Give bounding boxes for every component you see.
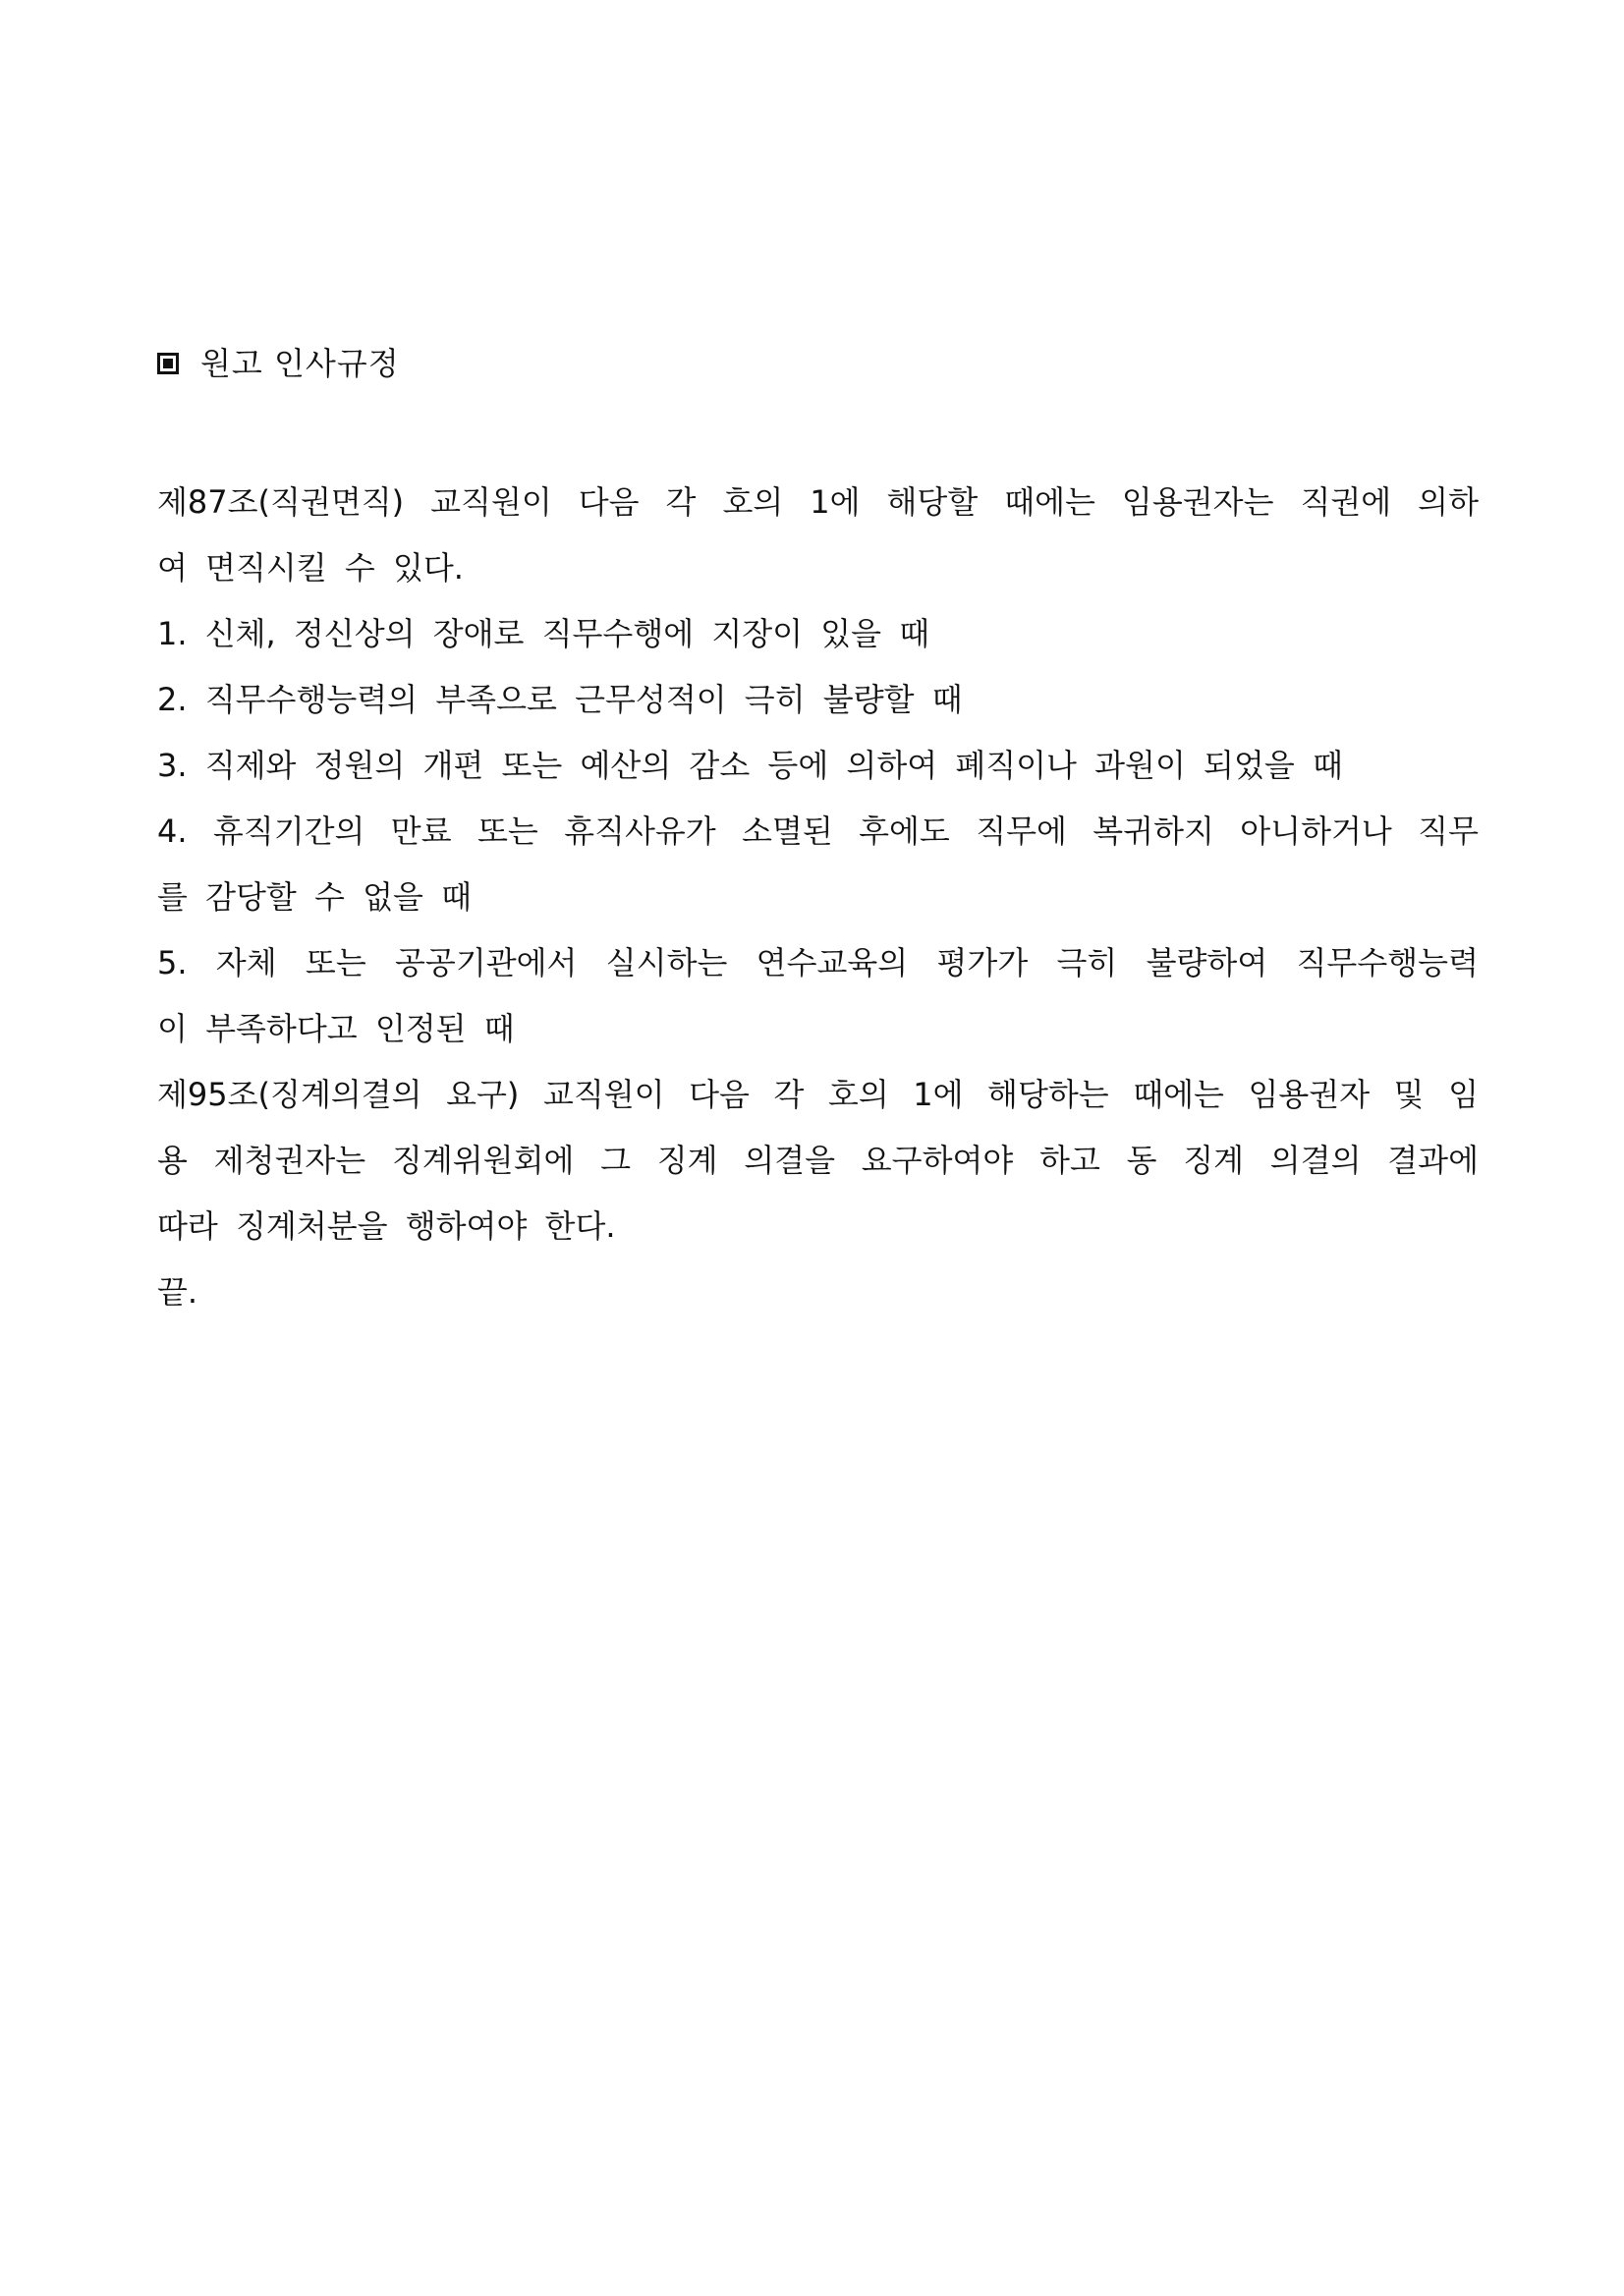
section-title: 원고 인사규정: [200, 345, 400, 382]
regulation-text: [157, 470, 1479, 1325]
section-heading: [157, 340, 400, 387]
item-5-line-2: 이 부족하다고 인정된 때: [157, 1010, 515, 1047]
item-4-line-2: 를 감당할 수 없을 때: [157, 878, 472, 916]
filled-square-icon: [157, 353, 179, 374]
end-mark: 끝.: [157, 1273, 198, 1311]
item-5-line-1: 5. 자체 또는 공공기관에서 실시하는 연수교육의 평가가 극히 불량하여 직무수행능력: [157, 944, 1479, 981]
article-95-line-3: 따라 징계처분을 행하여야 한다.: [157, 1207, 616, 1245]
item-2: 2. 직무수행능력의 부족으로 근무성적이 극히 불량할 때: [157, 681, 963, 718]
item-3: 3. 직제와 정원의 개편 또는 예산의 감소 등에 의하여 폐직이나 과원이 되었을 때: [157, 747, 1343, 784]
article-87-line-2: 여 면직시킬 수 있다.: [157, 549, 464, 587]
article-87-line-1: 제87조(직권면직) 교직원이 다음 각 호의 1에 해당할 때에는 임용권자는 직권에 의하: [157, 483, 1479, 521]
item-1: 1. 신체, 정신상의 장애로 직무수행에 지장이 있을 때: [157, 615, 930, 652]
article-95-line-1: 제95조(징계의결의 요구) 교직원이 다음 각 호의 1에 해당하는 때에는 임용권자 및 임: [157, 1076, 1479, 1113]
article-95-line-2: 용 제청권자는 징계위원회에 그 징계 의결을 요구하여야 하고 동 징계 의결의 결과에: [157, 1142, 1479, 1179]
item-4-line-1: 4. 휴직기간의 만료 또는 휴직사유가 소멸된 후에도 직무에 복귀하지 아니하거나 직무: [157, 812, 1479, 850]
